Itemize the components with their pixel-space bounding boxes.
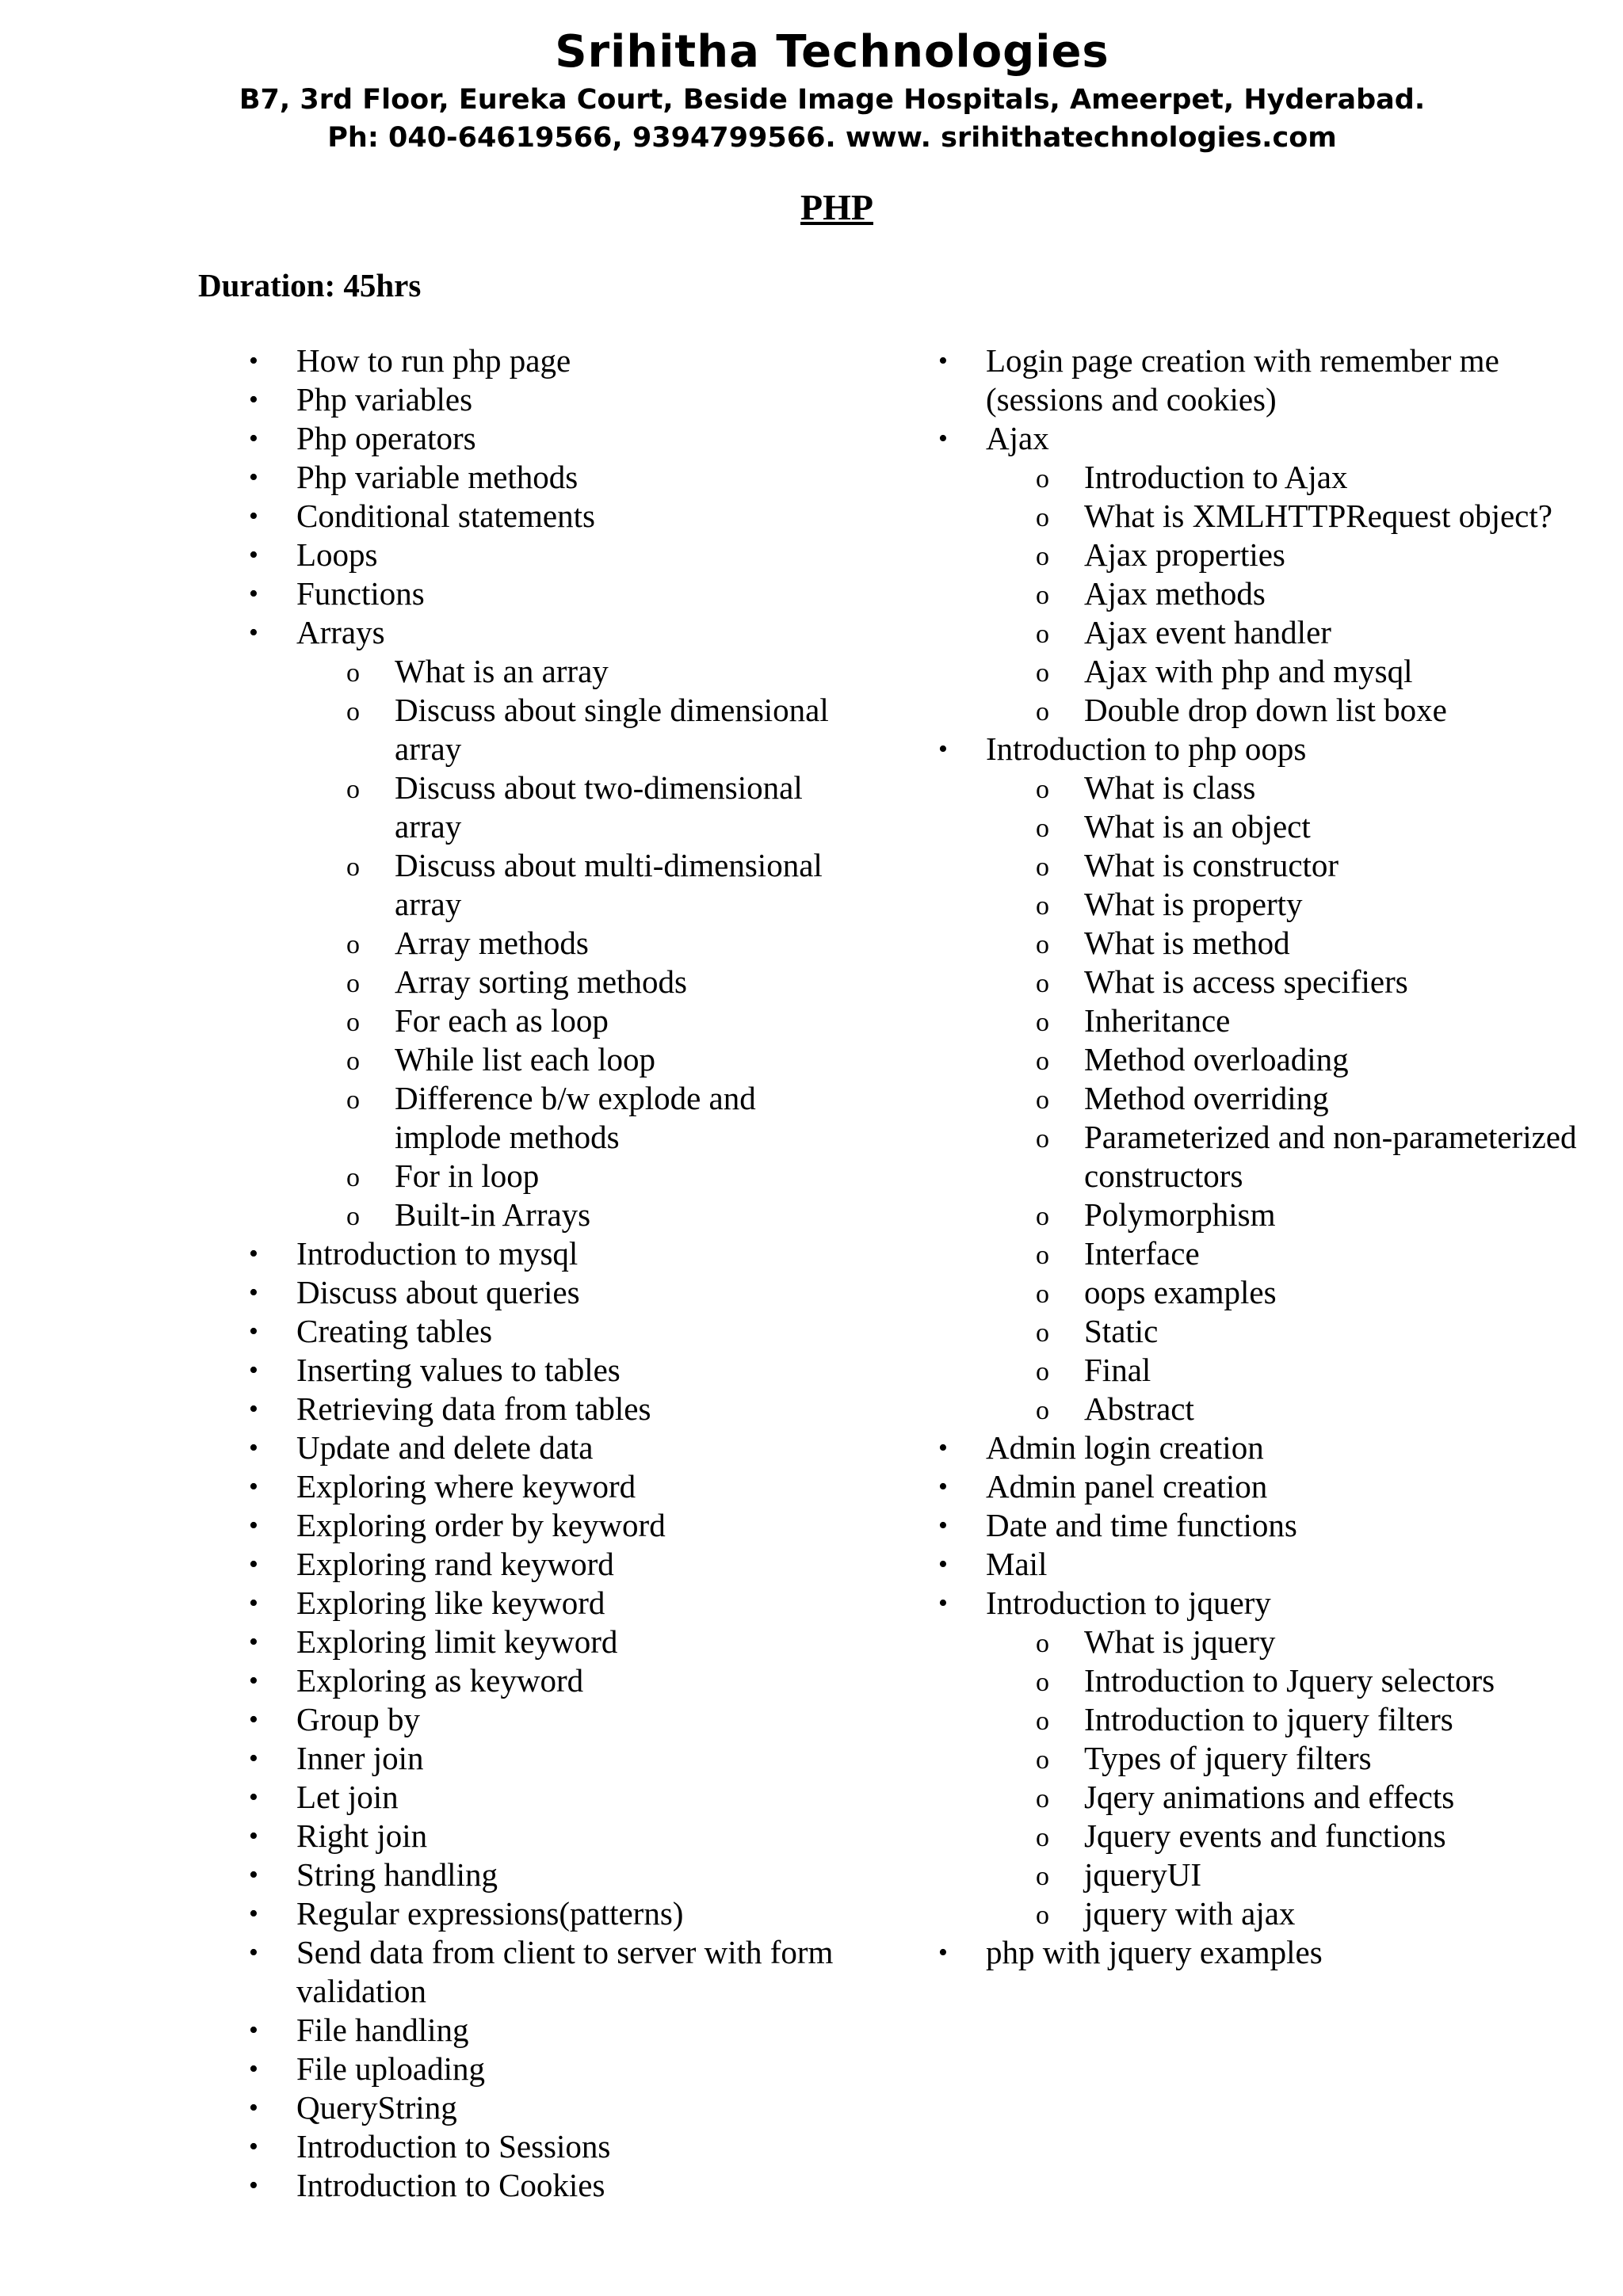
subtopic-item: o What is XMLHTTPRequest object?: [985, 497, 1593, 536]
subtopic-item: o Jqery animations and effects: [985, 1778, 1593, 1817]
topic-item: [927, 1428, 1593, 1467]
topic-item: [927, 1506, 1593, 1545]
topic-label: Exploring order by keyword: [296, 1507, 666, 1543]
topic-item: [238, 1661, 840, 1700]
topic-label: Inner join: [296, 1740, 424, 1776]
subtopic-item: o Introduction to Jquery selectors: [985, 1661, 1593, 1700]
subtopic-list: [986, 769, 1593, 1428]
subtopic-item: o Discuss about two-dimensional array: [296, 769, 840, 846]
topic-label: Exploring as keyword: [296, 1662, 584, 1699]
topic-label: Exploring rand keyword: [296, 1546, 614, 1582]
topic-item: [238, 536, 840, 574]
topic-label: Arrays: [296, 614, 385, 650]
topic-label: Php variable methods: [296, 459, 579, 495]
topic-item: [238, 458, 840, 497]
company-contact: Ph: 040-64619566, 9394799566. www. srihithatechnologies.com: [327, 122, 1337, 154]
topic-item: [238, 1623, 840, 1661]
topic-item: [238, 2088, 840, 2127]
subtopic-item: o Introduction to Ajax: [985, 458, 1593, 497]
topic-label: Php variables: [296, 381, 473, 418]
topic-label: File uploading: [296, 2050, 486, 2087]
topic-label: Inserting values to tables: [296, 1352, 621, 1388]
subtopic-item: o What is constructor: [985, 846, 1593, 885]
subtopic-item: o Ajax event handler: [985, 613, 1593, 652]
subtopic-item: o Parameterized and non-parameterized constructors: [985, 1118, 1593, 1196]
topic-label: Mail: [986, 1546, 1048, 1582]
subtopic-list: [296, 652, 840, 1234]
subtopic-item: o What is an array: [296, 652, 840, 691]
topic-item: [927, 1467, 1593, 1506]
topic-item: [238, 1700, 840, 1739]
subtopic-item: o Types of jquery filters: [985, 1739, 1593, 1778]
topic-item: [238, 341, 840, 380]
subtopic-item: o Difference b/w explode and implode methods: [296, 1079, 840, 1157]
topic-label: Discuss about queries: [296, 1274, 580, 1310]
subtopic-item: o What is access specifiers: [985, 963, 1593, 1001]
topic-item: [238, 574, 840, 613]
topic-item: [238, 1506, 840, 1545]
company-name: Srihitha Technologies: [555, 26, 1109, 78]
subtopic-item: o Ajax with php and mysql: [985, 652, 1593, 691]
subtopic-item: o Introduction to jquery filters: [985, 1700, 1593, 1739]
subtopic-item: o Double drop down list boxe: [985, 691, 1593, 730]
topic-label: Introduction to Sessions: [296, 2128, 611, 2164]
subtopic-item: o Jquery events and functions: [985, 1817, 1593, 1855]
topic-label: Group by: [296, 1701, 421, 1737]
topic-item: [238, 1351, 840, 1390]
letterhead: [0, 24, 1623, 157]
subtopic-item: o What is method: [985, 924, 1593, 963]
subtopic-item: o jqueryUI: [985, 1855, 1593, 1894]
topic-label: php with jquery examples: [986, 1934, 1323, 1970]
topic-item: [238, 1894, 840, 1933]
topic-item: [238, 1428, 840, 1467]
topic-item: [238, 1273, 840, 1312]
subtopic-item: o Method overriding: [985, 1079, 1593, 1118]
topic-label: Functions: [296, 575, 425, 612]
subtopic-item: o Ajax properties: [985, 536, 1593, 574]
topic-label: Exploring like keyword: [296, 1585, 605, 1621]
subtopic-item: o Abstract: [985, 1390, 1593, 1428]
topic-item: [238, 1584, 840, 1623]
topic-item: [238, 1817, 840, 1855]
subtopic-item: o What is jquery: [985, 1623, 1593, 1661]
topic-item: [927, 419, 1593, 730]
topic-label: Date and time functions: [986, 1507, 1297, 1543]
subtopic-item: o Built-in Arrays: [296, 1196, 840, 1234]
subtopic-item: o Array methods: [296, 924, 840, 963]
topic-item: [238, 1739, 840, 1778]
topic-item: [238, 2011, 840, 2050]
subtopic-item: o Static: [985, 1312, 1593, 1351]
topic-label: How to run php page: [296, 342, 571, 379]
topic-label: Exploring limit keyword: [296, 1623, 618, 1660]
topic-item: [927, 730, 1593, 1428]
subtopic-item: o What is an object: [985, 807, 1593, 846]
topic-item: [238, 2127, 840, 2166]
topic-item: [927, 1584, 1593, 1933]
topic-item: [238, 1545, 840, 1584]
topic-item: [238, 1234, 840, 1273]
topic-label: Introduction to Cookies: [296, 2167, 605, 2203]
topic-label: Admin login creation: [986, 1429, 1264, 1466]
subtopic-item: o For each as loop: [296, 1001, 840, 1040]
topic-item: [927, 1545, 1593, 1584]
topic-label: Regular expressions(patterns): [296, 1895, 684, 1932]
subtopic-item: o Discuss about multi-dimensional array: [296, 846, 840, 924]
course-duration: Duration: 45hrs: [198, 267, 422, 303]
subtopic-item: o Interface: [985, 1234, 1593, 1273]
topic-item: [238, 380, 840, 419]
subtopic-item: o While list each loop: [296, 1040, 840, 1079]
topic-item: [238, 419, 840, 458]
topic-label: Php operators: [296, 420, 476, 456]
subtopic-item: o Array sorting methods: [296, 963, 840, 1001]
subtopic-item: o Inheritance: [985, 1001, 1593, 1040]
topic-item: [238, 497, 840, 536]
subtopic-item: o What is property: [985, 885, 1593, 924]
topic-label: Conditional statements: [296, 498, 595, 534]
subtopic-item: o jquery with ajax: [985, 1894, 1593, 1933]
subtopic-item: o Polymorphism: [985, 1196, 1593, 1234]
topic-label: Introduction to jquery: [986, 1585, 1271, 1621]
topic-list-right: [927, 341, 1593, 1972]
company-address: B7, 3rd Floor, Eureka Court, Beside Image Hospitals, Ameerpet, Hyderabad.: [239, 84, 1426, 116]
topic-label: Admin panel creation: [986, 1468, 1268, 1505]
topic-item: [238, 2166, 840, 2205]
subtopic-item: o Final: [985, 1351, 1593, 1390]
course-title: PHP: [800, 187, 873, 227]
topic-list-left: [238, 341, 840, 2205]
topic-label: Exploring where keyword: [296, 1468, 636, 1505]
topic-label: Right join: [296, 1817, 428, 1854]
topic-label: Loops: [296, 536, 378, 573]
topic-item: [238, 1778, 840, 1817]
topic-item: [238, 613, 840, 1234]
subtopic-item: o Method overloading: [985, 1040, 1593, 1079]
subtopic-list: [986, 1623, 1593, 1933]
subtopic-item: o Ajax methods: [985, 574, 1593, 613]
topic-label: Retrieving data from tables: [296, 1390, 651, 1427]
topic-label: File handling: [296, 2012, 469, 2048]
topic-label: String handling: [296, 1856, 498, 1893]
topic-label: Creating tables: [296, 1313, 493, 1349]
subtopic-item: o Discuss about single dimensional array: [296, 691, 840, 769]
topic-item: [238, 2050, 840, 2088]
topic-item: [238, 1855, 840, 1894]
syllabus-right-column: [927, 341, 1593, 1972]
topic-label: Update and delete data: [296, 1429, 594, 1466]
topic-label: Let join: [296, 1779, 399, 1815]
syllabus-left-column: [238, 341, 840, 2205]
topic-label: Introduction to php oops: [986, 730, 1307, 767]
topic-label: Login page creation with remember me (sessions and cookies): [986, 342, 1499, 418]
topic-item: [238, 1467, 840, 1506]
topic-label: Ajax: [986, 420, 1049, 456]
topic-item: [927, 341, 1593, 419]
subtopic-item: o For in loop: [296, 1157, 840, 1196]
topic-label: Send data from client to server with form validation: [296, 1934, 834, 2009]
subtopic-item: o What is class: [985, 769, 1593, 807]
topic-label: QueryString: [296, 2089, 457, 2126]
subtopic-item: o oops examples: [985, 1273, 1593, 1312]
topic-label: Introduction to mysql: [296, 1235, 579, 1272]
topic-item: [238, 1933, 840, 2011]
topic-item: [238, 1312, 840, 1351]
topic-item: [238, 1390, 840, 1428]
subtopic-list: [986, 458, 1593, 730]
topic-item: [927, 1933, 1593, 1972]
